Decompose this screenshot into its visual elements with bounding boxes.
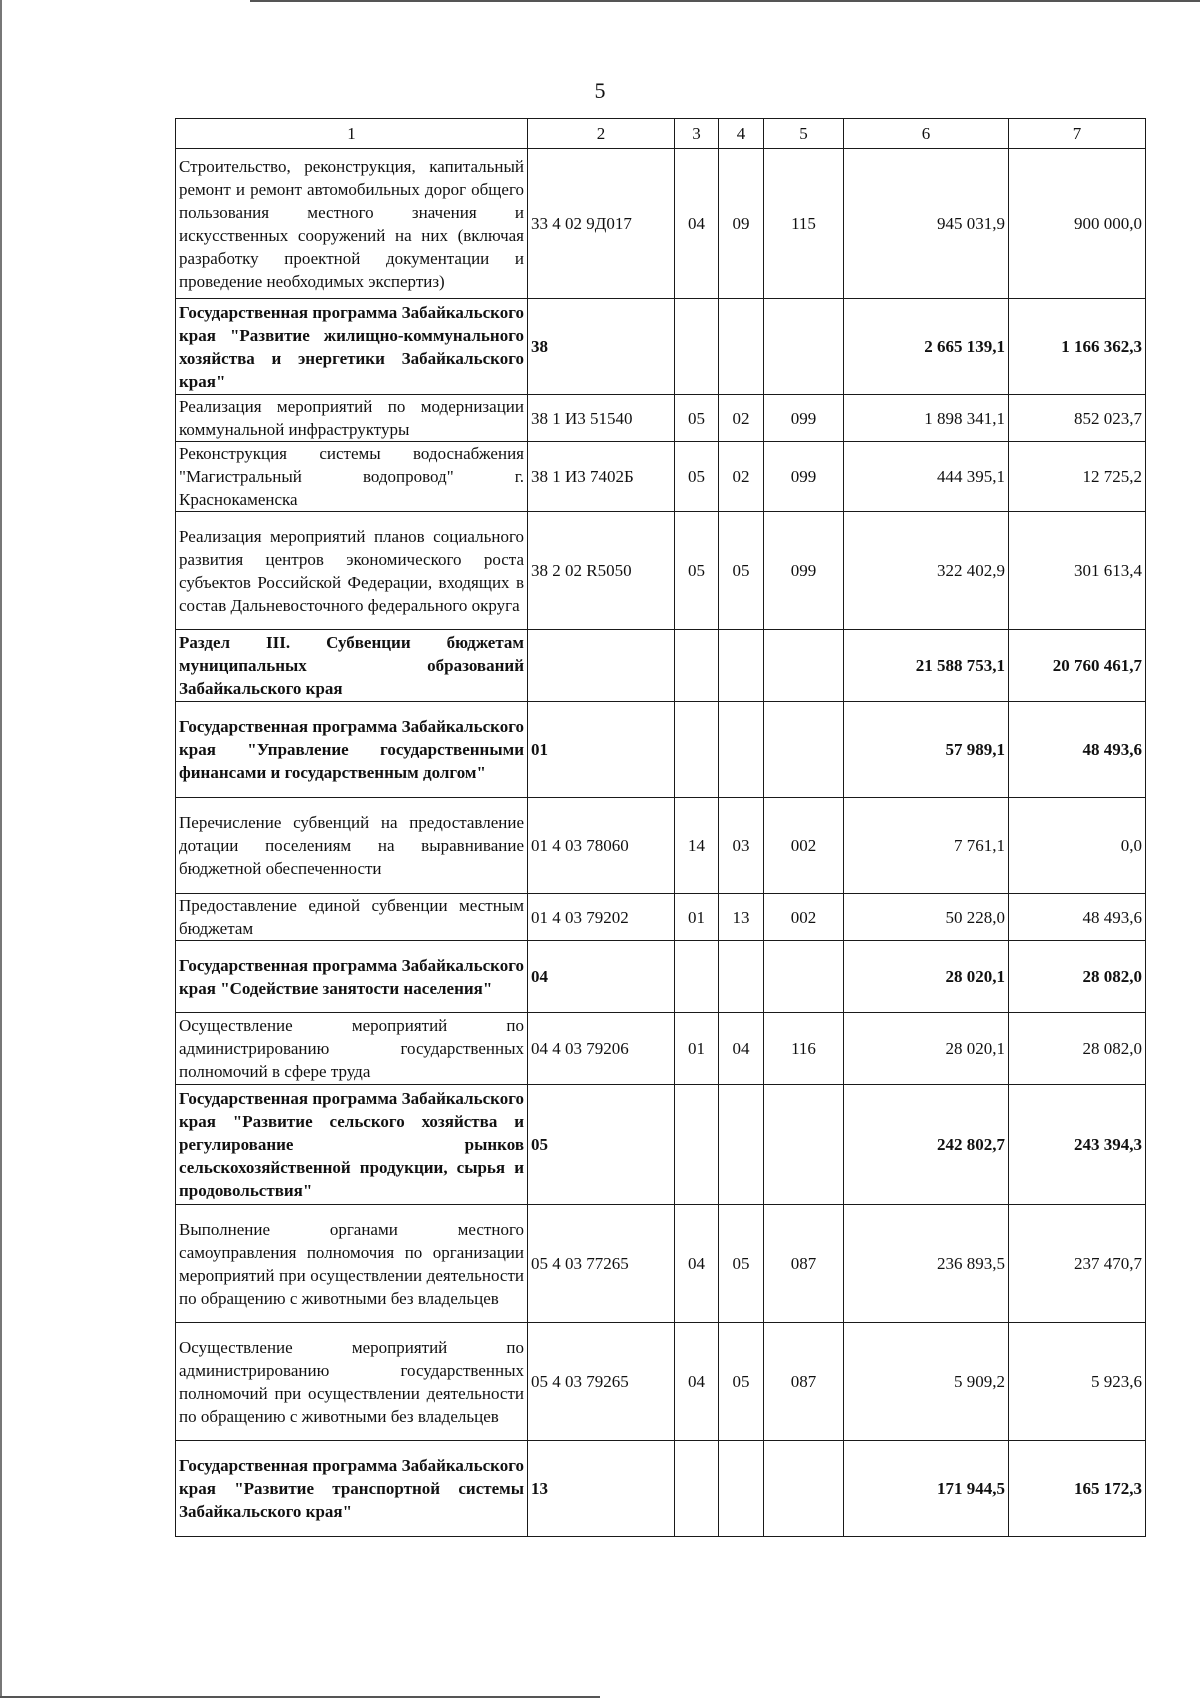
row-col3: 04 bbox=[675, 149, 719, 299]
row-col3: 01 bbox=[675, 1013, 719, 1085]
row-col5: 087 bbox=[764, 1323, 844, 1441]
row-col4 bbox=[719, 941, 764, 1013]
row-col4 bbox=[719, 1085, 764, 1205]
page-number: 5 bbox=[594, 78, 606, 103]
row-code: 01 4 03 78060 bbox=[528, 798, 675, 894]
table-row bbox=[176, 512, 1146, 630]
row-col5: 099 bbox=[764, 442, 844, 512]
row-name: Перечисление субвенций на предоставление дотации поселениям на выравнивание бюджетной обеспеченности bbox=[176, 798, 528, 894]
header-cell-4: 4 bbox=[719, 119, 764, 149]
row-amount-6: 236 893,5 bbox=[844, 1205, 1009, 1323]
table-row bbox=[176, 798, 1146, 894]
row-col4: 05 bbox=[719, 512, 764, 630]
table-row bbox=[176, 630, 1146, 702]
row-col4: 05 bbox=[719, 1205, 764, 1323]
row-col4: 05 bbox=[719, 1323, 764, 1441]
row-amount-6: 444 395,1 bbox=[844, 442, 1009, 512]
row-code: 01 4 03 79202 bbox=[528, 894, 675, 941]
row-amount-6: 1 898 341,1 bbox=[844, 395, 1009, 442]
row-name: Государственная программа Забайкальского края "Развитие жилищно-коммунального хозяйства и энергетики Забайкальского края" bbox=[176, 299, 528, 395]
row-col4: 09 bbox=[719, 149, 764, 299]
row-amount-6: 50 228,0 bbox=[844, 894, 1009, 941]
header-cell-2: 2 bbox=[528, 119, 675, 149]
row-name: Осуществление мероприятий по администрированию государственных полномочий в сфере труда bbox=[176, 1013, 528, 1085]
row-amount-7: 1 166 362,3 bbox=[1009, 299, 1146, 395]
row-col5 bbox=[764, 1441, 844, 1537]
row-col4: 02 bbox=[719, 395, 764, 442]
row-col3: 05 bbox=[675, 395, 719, 442]
row-name: Государственная программа Забайкальского края "Управление государственными финансами и государственным долгом" bbox=[176, 702, 528, 798]
header-cell-7: 7 bbox=[1009, 119, 1146, 149]
row-name: Государственная программа Забайкальского края "Развитие транспортной системы Забайкальского края" bbox=[176, 1441, 528, 1537]
row-col4 bbox=[719, 299, 764, 395]
row-col3: 04 bbox=[675, 1323, 719, 1441]
header-cell-5: 5 bbox=[764, 119, 844, 149]
row-amount-7: 852 023,7 bbox=[1009, 395, 1146, 442]
table-row bbox=[176, 1085, 1146, 1205]
row-col4 bbox=[719, 1441, 764, 1537]
table-row bbox=[176, 941, 1146, 1013]
row-col3 bbox=[675, 299, 719, 395]
row-amount-7: 28 082,0 bbox=[1009, 941, 1146, 1013]
row-name: Реконструкция системы водоснабжения "Магистральный водопровод" г. Краснокаменска bbox=[176, 442, 528, 512]
row-code: 05 4 03 79265 bbox=[528, 1323, 675, 1441]
row-amount-6: 945 031,9 bbox=[844, 149, 1009, 299]
row-amount-7: 48 493,6 bbox=[1009, 894, 1146, 941]
row-code: 05 4 03 77265 bbox=[528, 1205, 675, 1323]
row-col5 bbox=[764, 941, 844, 1013]
row-col4 bbox=[719, 702, 764, 798]
row-code: 01 bbox=[528, 702, 675, 798]
row-amount-7: 12 725,2 bbox=[1009, 442, 1146, 512]
table-row bbox=[176, 149, 1146, 299]
row-amount-7: 20 760 461,7 bbox=[1009, 630, 1146, 702]
row-amount-7: 243 394,3 bbox=[1009, 1085, 1146, 1205]
row-code: 33 4 02 9Д017 bbox=[528, 149, 675, 299]
row-col4: 02 bbox=[719, 442, 764, 512]
row-col3 bbox=[675, 702, 719, 798]
row-col3: 05 bbox=[675, 512, 719, 630]
row-amount-7: 5 923,6 bbox=[1009, 1323, 1146, 1441]
row-name: Раздел III. Субвенции бюджетам муниципальных образований Забайкальского края bbox=[176, 630, 528, 702]
row-col5: 116 bbox=[764, 1013, 844, 1085]
table-row bbox=[176, 395, 1146, 442]
header-cell-3: 3 bbox=[675, 119, 719, 149]
row-code: 38 bbox=[528, 299, 675, 395]
row-col5: 115 bbox=[764, 149, 844, 299]
header-row bbox=[176, 119, 1146, 149]
row-col3 bbox=[675, 941, 719, 1013]
row-col5 bbox=[764, 1085, 844, 1205]
row-amount-6: 28 020,1 bbox=[844, 1013, 1009, 1085]
scan-edge-left bbox=[0, 0, 2, 1698]
row-col5 bbox=[764, 630, 844, 702]
row-col5 bbox=[764, 299, 844, 395]
row-amount-7: 0,0 bbox=[1009, 798, 1146, 894]
row-code: 04 4 03 79206 bbox=[528, 1013, 675, 1085]
table-row bbox=[176, 1441, 1146, 1537]
row-amount-6: 5 909,2 bbox=[844, 1323, 1009, 1441]
table-row bbox=[176, 1323, 1146, 1441]
row-col5 bbox=[764, 702, 844, 798]
row-amount-7: 900 000,0 bbox=[1009, 149, 1146, 299]
row-amount-7: 301 613,4 bbox=[1009, 512, 1146, 630]
row-amount-6: 57 989,1 bbox=[844, 702, 1009, 798]
row-name: Выполнение органами местного самоуправления полномочия по организации мероприятий при осуществлении деятельности по обращению с животными без владельцев bbox=[176, 1205, 528, 1323]
row-amount-6: 7 761,1 bbox=[844, 798, 1009, 894]
row-name: Строительство, реконструкция, капитальный ремонт и ремонт автомобильных дорог общего пользования местного значения и искусственных сооружений на них (включая разработку проектной документации и проведение необходимых экспертиз) bbox=[176, 149, 528, 299]
row-amount-6: 171 944,5 bbox=[844, 1441, 1009, 1537]
row-name: Государственная программа Забайкальского края "Развитие сельского хозяйства и регулирование рынков сельскохозяйственной продукции, сырья и продовольствия" bbox=[176, 1085, 528, 1205]
row-col3: 01 bbox=[675, 894, 719, 941]
row-amount-6: 322 402,9 bbox=[844, 512, 1009, 630]
row-col4: 04 bbox=[719, 1013, 764, 1085]
row-col3 bbox=[675, 630, 719, 702]
scan-edge-top bbox=[250, 0, 1200, 2]
row-amount-7: 28 082,0 bbox=[1009, 1013, 1146, 1085]
table-row bbox=[176, 442, 1146, 512]
row-col4 bbox=[719, 630, 764, 702]
row-name: Государственная программа Забайкальского края "Содействие занятости населения" bbox=[176, 941, 528, 1013]
row-name: Осуществление мероприятий по администрированию государственных полномочий при осуществлении деятельности по обращению с животными без владельцев bbox=[176, 1323, 528, 1441]
row-col5: 002 bbox=[764, 798, 844, 894]
row-col3: 04 bbox=[675, 1205, 719, 1323]
table-row bbox=[176, 299, 1146, 395]
row-col5: 099 bbox=[764, 512, 844, 630]
row-amount-6: 242 802,7 bbox=[844, 1085, 1009, 1205]
table-row bbox=[176, 894, 1146, 941]
row-name: Реализация мероприятий планов социального развития центров экономического роста субъектов Российской Федерации, входящих в состав Дальневосточного федерального округа bbox=[176, 512, 528, 630]
header-cell-1: 1 bbox=[176, 119, 528, 149]
row-amount-6: 28 020,1 bbox=[844, 941, 1009, 1013]
row-col3 bbox=[675, 1085, 719, 1205]
table-row bbox=[176, 1013, 1146, 1085]
row-code: 38 1 И3 7402Б bbox=[528, 442, 675, 512]
row-name: Реализация мероприятий по модернизации коммунальной инфраструктуры bbox=[176, 395, 528, 442]
row-amount-6: 2 665 139,1 bbox=[844, 299, 1009, 395]
budget-table bbox=[175, 118, 1146, 1537]
row-amount-7: 48 493,6 bbox=[1009, 702, 1146, 798]
row-col4: 03 bbox=[719, 798, 764, 894]
row-code: 05 bbox=[528, 1085, 675, 1205]
header-cell-6: 6 bbox=[844, 119, 1009, 149]
row-col5: 087 bbox=[764, 1205, 844, 1323]
row-code: 13 bbox=[528, 1441, 675, 1537]
row-col5: 002 bbox=[764, 894, 844, 941]
row-col3: 14 bbox=[675, 798, 719, 894]
row-amount-7: 165 172,3 bbox=[1009, 1441, 1146, 1537]
table-row bbox=[176, 1205, 1146, 1323]
row-col5: 099 bbox=[764, 395, 844, 442]
row-code: 38 1 И3 51540 bbox=[528, 395, 675, 442]
row-code bbox=[528, 630, 675, 702]
row-code: 04 bbox=[528, 941, 675, 1013]
row-col3 bbox=[675, 1441, 719, 1537]
row-name: Предоставление единой субвенции местным бюджетам bbox=[176, 894, 528, 941]
row-col4: 13 bbox=[719, 894, 764, 941]
row-amount-7: 237 470,7 bbox=[1009, 1205, 1146, 1323]
row-code: 38 2 02 R5050 bbox=[528, 512, 675, 630]
table-row bbox=[176, 702, 1146, 798]
row-col3: 05 bbox=[675, 442, 719, 512]
row-amount-6: 21 588 753,1 bbox=[844, 630, 1009, 702]
